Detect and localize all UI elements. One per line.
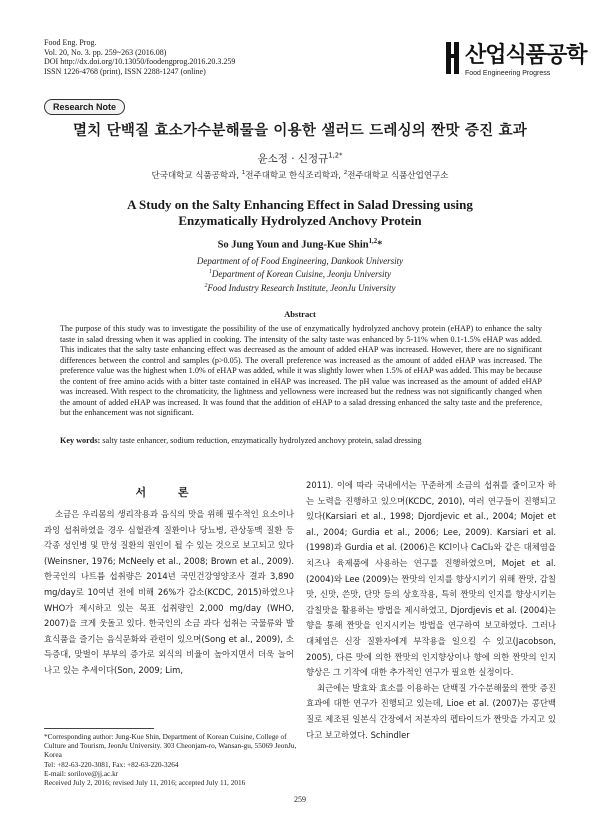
footnote-corresponding: *Corresponding author: Jung-Kue Shin, Department of Korean Cuisine, College of Culture and Tourism, JeonJu University. 303 Cheonjam-ro, Wansan-gu, 55069 JeonJu, Korea [44,732,297,760]
korean-aff-c: 전주대학교 식품산업연구소 [347,171,449,181]
keywords-label: Key words: [60,436,101,445]
footnote-divider [44,728,154,729]
journal-logo [445,38,585,88]
body-paragraph: 소금은 우리몸의 생리작용과 음식의 맛을 위해 필수적인 요소이나 과잉 섭취하였을 경우 심혈관계 질환이나 당뇨병, 관상동맥 질환 등 각종 성인병 및 만성 질환의 원인이 될 수 있는 것으로 보고되고 있다(Weinsner, 1976; McNeely et al., 2008; Brown et al., 2009). 한국인의 나트륨 섭취량은 2014년 국민건강영양조사 결과 3,890 mg/day로 10여년 전에 비해 26%가 감소(KCDC, 2015)하였으나 WHO가 제시하고 있는 목표 섭취량인 2,000 mg/day (WHO, 2007)을 크게 웃돌고 있다. 한국인의 소금 과다 섭취는 국물류와 발효식품을 즐기는 음식문화와 관련이 있으며(Song et al., 2009), 소득증대, 맞벌이 부부의 증가로 외식의 비율이 높아지면서 더욱 늘어나고 있는 추세이다(Son, 2009; Lim, [44,509,294,675]
korean-aff-b: 전주대학교 한식조리학과, [245,171,344,181]
logo-text: 산업식품공학 [465,43,587,68]
english-aff-3-row: $^2$Food Industry Research Institute, JeonJu University [204,282,396,293]
section-heading: 서 론 [135,486,203,499]
footnote-received: Received July 2, 2016; revised July 11, 2016; accepted July 11, 2016 [44,778,246,788]
english-title-line1: A Study on the Salty Enhancing Effect in Salad Dressing using [127,197,473,212]
logo-subtext: Food Engineering Progress [465,70,551,77]
english-authors [0,238,600,251]
body-paragraph: 2011). 이에 따라 국내에서는 꾸준하게 소금의 섭취를 줄이고자 하는 노력을 진행하고 있으며(KCDC, 2010), 여러 연구들이 진행되고 있다(Karsiari et al., 1998; Djordjevic et al., 2004; Mojet et al., 2004; Gurdia et al., 2006; Lee, 2009). Karsiari et al. (1998)과 Gurdia et al. (2006)은 KCl이나 CaCl₂와 같은 대체염을 치즈나 육제품에 사용하는 연구를 진행하였으며, Mojet et al. (2004)와 Lee (2009)는 짠맛의 인지를 향상시키기 위해 짠맛, 감칠맛, 신맛, 쓴맛, 단맛 등의 상호작용, 특히 짠맛의 인지를 향상시키는 감칠맛을 활용하는 방법을 제시하였고, Djordjevis et al. (2004)는 향을 통해 짠맛을 인지시키는 방법을 연구하여 보고하였다. 그러나 대체염은 신장 질환자에게 부작용을 일으킬 수 있고(Jacobson, 2005), 다른 맛에 의한 짠맛의 인지향상이나 향에 의한 짠맛의 인지향상은 그 기작에 대한 추가적인 연구가 필요한 실정이다. [306,480,556,678]
body-column-left [44,507,294,679]
abstract-text: The purpose of this study was to investigate the possibility of the use of enzymatically hydrolyzed anchovy protein (eHAP) to enhance the salty taste in salad dressing when it was applied in cooking. The intensity of the salty taste was enhanced by 5-11% when 0.1-1.5% eHAP was added. This indicates that the salty taste enhancing effect was decreased as the amount of added eHAP was increased. However, there are no significant differences between the control and samples (p>0.05). The overall preference was increased as the amount of added eHAP was increased. The preference value was the highest when 1.0% of eHAP was added, while it was slightly lower when 1.5% of eHAP was added. This may be because the content of free amino acids with a bitter taste contained in eHAP was increased. The pH value was increased as the amount of added eHAP was increased. With respect to the chromaticity, the lightness and yellowness were increased but the redness was not significantly changed when the amount of added eHAP was increased. It was found that the addition of eHAP to a salad dressing enhanced the salty taste and the preference, but the enhancement was not significant. [60,324,542,417]
korean-title: 멸치 단백질 효소가수분해물을 이용한 샐러드 드레싱의 짠맛 증진 효과 [73,123,527,139]
footnote-tel: Tel: +82-63-220-3081, Fax: +82-63-220-3264 [44,759,179,769]
abstract-heading: Abstract [284,309,316,319]
english-title-line2: Enzymatically Hydrolyzed Anchovy Protein [178,213,422,228]
page-number: 259 [294,795,306,804]
body-paragraph: 최근에는 발효와 효소를 이용하는 단백질 가수분해물의 짠맛 증진 효과에 대한 연구가 진행되고 있는데, Lioe et al. (2007)는 콩단백질로 제조된 일본식 간장에서 저분자의 펩타이드가 짠맛을 가지고 있다고 보고하였다. Schindler [306,682,556,740]
issn-line: ISSN 1226-4768 (print), ISSN 2288-1247 (online) [44,66,206,76]
journal-meta [44,38,235,76]
logo-mark-icon [445,40,461,76]
korean-authors-sup: 1,2* [328,151,343,160]
keywords-text: salty taste enhancer, sodium reduction, enzymatically hydrolyzed anchovy protein, salad dressing [102,436,422,445]
doi-line: DOI http://dx.doi.org/10.13050/foodengprog.2016.20.3.259 [44,57,236,67]
journal-name: Food Eng. Prog. [44,38,97,47]
korean-affiliations: 단국대학교 식품공학과, $^1$전주대학교 한식조리학과, $^2$전주대학교 식품산업연구소 [151,170,449,181]
english-aff-3: Food Industry Research Institute, JeonJu University [207,282,396,293]
article-type-badge: Research Note [44,99,125,115]
english-aff-2: Department of Korean Cuisine, Jeonju University [211,269,392,280]
body-column-right [306,478,556,743]
korean-aff-a: 단국대학교 식품공학과, [151,171,242,181]
english-authors-star: * [377,239,383,251]
english-aff-2-row: $^1$Department of Korean Cuisine, Jeonju University [208,269,392,280]
english-affiliations [0,256,600,294]
footnote-email: E-mail: sorilove@jj.ac.kr [44,768,119,778]
footnote [44,732,300,787]
korean-authors [0,151,600,166]
english-title [0,197,600,229]
english-authors-sup: 1,2 [368,238,378,245]
korean-authors-names: 윤소정 · 신정규 [257,153,329,165]
volume-line: Vol. 20, No. 3. pp. 259~263 (2016.08) [44,47,167,57]
english-authors-names: So Jung Youn and Jung-Kue Shin [217,239,369,251]
english-aff-1: Department of of Food Engineering, Dankook University [196,256,404,266]
keywords [60,436,542,447]
